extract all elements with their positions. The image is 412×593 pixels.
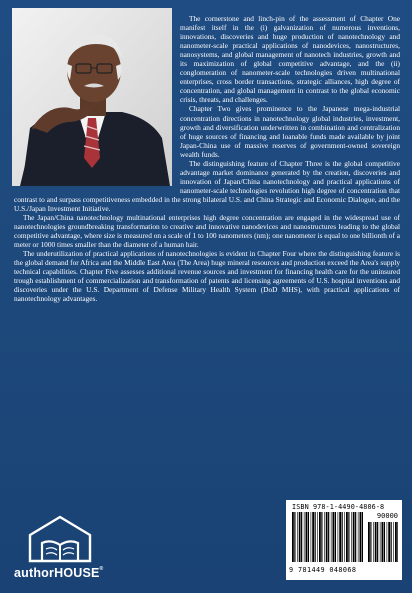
- barcode-bar: [393, 522, 394, 562]
- barcode-bar: [384, 522, 385, 562]
- barcode-bars: [292, 512, 364, 562]
- blurb-paragraph-3: The distinguishing feature of Chapter Three is the global competitive advantage market dominance generated by the creation, discoveries and innovation of Japan/China nanotechnology and practical applications of nanometer-scale technologies revolution high degree of concentration that contrast to and surpass competitiveness embedded in the strong bilateral U.S. and China Strategic and Economic Dialogue, and the U.S./Japan Investment Initiative.: [14, 158, 400, 213]
- barcode-bar: [344, 512, 345, 562]
- barcode-bar: [324, 512, 325, 562]
- barcode-bar: [297, 512, 298, 562]
- barcode-bar: [306, 512, 308, 562]
- isbn-text: ISBN 978-1-4490-4806-8: [292, 503, 385, 511]
- barcode-bar: [355, 512, 356, 562]
- back-cover-blurb: [14, 14, 400, 304]
- barcode-bar: [342, 512, 343, 562]
- publisher-name: [14, 566, 106, 580]
- barcode-bar: [311, 512, 312, 562]
- barcode-bar: [304, 512, 305, 562]
- barcode-bar: [308, 512, 309, 562]
- barcode-bar: [382, 522, 384, 562]
- barcode-bar: [301, 512, 302, 562]
- barcode-bar: [368, 522, 370, 562]
- blurb-paragraph-4: The Japan/China nanotechnology multinational enterprises high degree concentration are engaged in the widespread use of nanotechnologies groundbreaking transformation to creative and innovative nanodevices and nanostructures leading to the global competitive advantage, where size is measured on a scale of 1 to 100 nanometers (nm); one nanometer is equal to one billionth of a meter or 1000 times smaller than the diameter of a human hair.: [14, 213, 400, 250]
- price-code: 90000: [376, 512, 398, 520]
- barcode-bar: [353, 512, 355, 562]
- barcode-bar: [362, 512, 363, 562]
- registered-mark: ®: [99, 566, 104, 572]
- barcode-bar: [321, 512, 322, 562]
- house-book-icon: [16, 513, 104, 565]
- barcode-bar: [375, 522, 377, 562]
- photo-spacer: [14, 14, 180, 190]
- barcode-bar: [346, 512, 348, 562]
- barcode-bar: [388, 522, 390, 562]
- barcode-bar: [380, 522, 381, 562]
- barcode-bar: [292, 512, 294, 562]
- barcode-bar: [294, 512, 295, 562]
- barcode-bar: [317, 512, 318, 562]
- barcode-bar: [351, 512, 352, 562]
- barcode-bar: [328, 512, 329, 562]
- barcode-bar: [358, 512, 359, 562]
- barcode-bar: [333, 512, 335, 562]
- barcode-bar: [395, 522, 397, 562]
- ean-number: 9 781449 048068: [289, 566, 357, 574]
- barcode-bar: [397, 522, 398, 562]
- barcode-bar: [338, 512, 339, 562]
- blurb-paragraph-1: The cornerstone and linch-pin of the assessment of Chapter One manifest itself in the (i) galvanization of numerous inventions, innovations, discoveries and huge production of nanotechnology and nanometer-scale practical applications of nanodevices, nanostructures, nanosystems, and global management of nanotech industries, growth and its maximization of global competitive advantage, and the (ii) conglomeration of nanometer-scale technologies driven multinational enterprises, cross border transactions, strategic alliances, high degree of concentration, and global management in contrast to the global economic crisis, threats, and challenges.: [180, 14, 400, 105]
- barcode-bar: [315, 512, 316, 562]
- barcode-bar: [339, 512, 341, 562]
- isbn-barcode-panel: [286, 500, 402, 580]
- barcode-bar: [335, 512, 336, 562]
- barcode-bar: [391, 522, 392, 562]
- barcode-bar: [331, 512, 332, 562]
- barcode-bar: [348, 512, 349, 562]
- barcode-bar: [319, 512, 321, 562]
- blurb-paragraph-5: The underutilization of practical applications of nanotechnologies is evident in Chapter Four where the distinguishing feature is the global demand for Africa and the Middle East Area (The Area) huge mineral resources and production exceed the Area's supply technical capabilities. Chapter Five assesses additional revenue sources and investment for financing health care for the uninsured trough establishment of commercialization and transformation of patents and licensing agreements of U.S. hospital inventions and discoveries under the U.S. Department of Defense Military Health System (DoD MHS), with practical applications of nanotechnology advantages.: [14, 249, 400, 304]
- barcode-bar: [326, 512, 328, 562]
- barcode-bar: [360, 512, 362, 562]
- barcode-bar: [377, 522, 378, 562]
- barcode-bar: [370, 522, 371, 562]
- barcode-bar: [387, 522, 388, 562]
- barcode-bar: [373, 522, 374, 562]
- blurb-paragraph-2: Chapter Two gives prominence to the Japanese mega-industrial concentration directions in nanotechnology global industries, investment, growth and diversification underwritten in combination and centralization of huge sources of financing and loanable funds made available by joint Japan-China use of massive reserves of government-owned sovereign wealth funds.: [180, 104, 400, 159]
- barcode-bar: [312, 512, 314, 562]
- barcode-bar: [299, 512, 301, 562]
- publisher-name-text: authorHOUSE: [14, 566, 100, 580]
- barcode-addon-bars: [368, 522, 398, 562]
